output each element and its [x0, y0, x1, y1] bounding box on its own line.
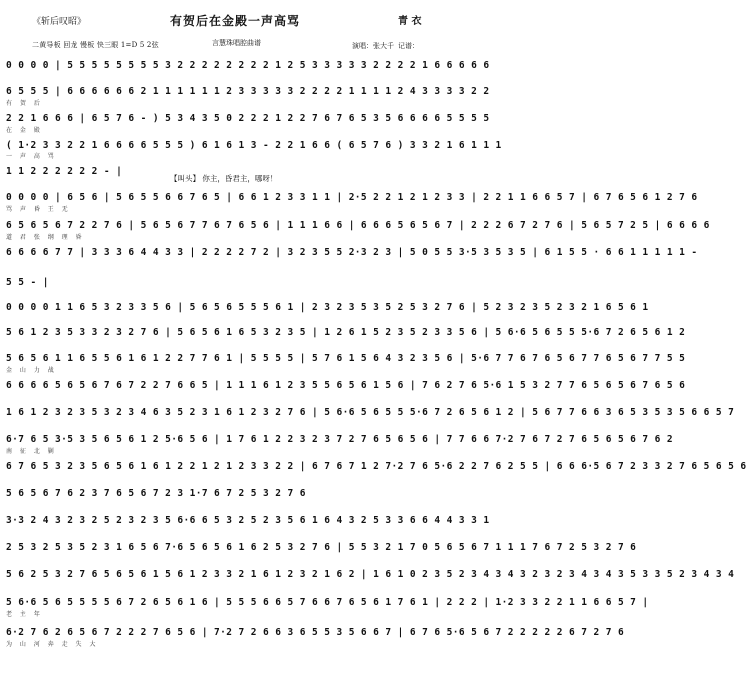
score-line: 6·7 6 5 3·5 3 5 6 5 6 1 2 5·6 5 6 | 1 7 6 1 2 2 3 2 3 7 2 7 6 5 6 5 6 | 7 7 6 6 7·2 7 6 7 2 7 6 5 6 5 6 7 6 2 [6, 434, 674, 445]
score-line: 6 6 6 6 7 7 | 3 3 3 6 4 4 3 3 | 2 2 2 2 7 2 | 3 2 3 5 5 2·3 2 3 | 5 0 5 5 3·5 3 5 3 5 | 6 1 5 5 · 6 6 1 1 1 1 1 - [6, 247, 698, 258]
spoken-text: 你主，昏君主，哪呀！ [202, 174, 278, 183]
score-line: 5 5 - | [6, 277, 49, 288]
score-line: 0 0 0 0 1 1 6 5 3 2 3 3 5 6 | 5 6 5 6 5 5 5 6 1 | 2 3 2 3 5 3 5 2 5 3 2 7 6 | 5 2 3 2 3 5 2 3 2 1 6 5 6 1 [6, 302, 649, 313]
score-line: 5 6 1 2 3 5 3 3 2 3 2 7 6 | 5 6 5 6 1 6 5 3 2 3 5 | 1 2 6 1 5 2 3 5 2 3 3 5 6 | 5 6·6 5 6 5 5 5·6 7 2 6 5 6 1 2 [6, 327, 686, 338]
key-signature-info: 二黄导板 回龙 慢板 快三眼 1=D 5 2弦 [32, 41, 159, 49]
score-line: 5 6 5 6 7 6 2 3 7 6 5 6 7 2 3 1·7 6 7 2 5 3 2 7 6 [6, 488, 306, 499]
score-line: 6 5 6 5 6 7 2 2 7 6 | 5 6 5 6 7 7 6 7 6 5 6 | 1 1 1 6 6 | 6 6 6 5 6 5 6 7 | 2 2 2 6 7 2 7 6 | 5 6 5 7 2 5 | 6 6 6 6 [6, 220, 710, 231]
lyric-line: 一 声 高 骂 [6, 153, 57, 160]
score-line: 6 5 5 5 | 6 6 6 6 6 6 2 1 1 1 1 1 1 2 3 3 3 3 3 2 2 2 2 1 1 1 1 2 4 3 3 3 3 2 2 [6, 86, 490, 97]
score-line: 6 6 6 6 5 6 5 6 7 6 7 2 2 7 6 6 5 | 1 1 1 6 1 2 3 5 5 6 5 6 1 5 6 | 7 6 2 7 6 5·6 1 5 3 2 7 7 6 5 6 5 6 7 6 5 6 [6, 380, 686, 391]
lyric-line: 在 金 殿 [6, 127, 43, 134]
score-line: 5 6 5 6 1 1 6 5 5 6 1 6 1 2 2 7 7 6 1 | 5 5 5 5 | 5 7 6 1 5 6 4 3 2 3 5 6 | 5·6 7 7 6 7 6 5 6 7 7 6 5 6 7 7 5 5 [6, 353, 686, 364]
lyric-line: 骂 声 昏 王 无 [6, 206, 71, 213]
score-line: ( 1·2 3 3 2 2 1 6 6 6 6 5 5 5 ) 6 1 6 1 3 - 2 2 1 6 6 ( 6 5 7 6 ) 3 3 2 1 6 1 1 1 [6, 140, 502, 151]
score-line: 1 6 1 2 3 2 3 5 3 2 3 4 6 3 5 2 3 1 6 1 2 3 2 7 6 | 5 6·6 5 6 5 5 5·6 7 2 6 5 6 1 2 | 5 6 7 7 6 6 3 6 5 3 5 3 5 6 6 5 7 [6, 407, 735, 418]
score-line: 2 2 1 6 6 6 | 6 5 7 6 - ) 5 3 4 3 5 0 2 2 2 1 2 2 7 6 7 6 5 3 5 6 6 6 6 5 5 5 5 [6, 113, 490, 124]
lyric-line: 有 贺 后 [6, 100, 43, 107]
lyric-line: 为 山 河 奔 走 失 大 [6, 641, 99, 648]
score-line: 1 1 2 2 2 2 2 2 - | [6, 166, 123, 177]
lyric-line: 金 山 力 战 [6, 367, 57, 374]
score-line: 5 6·6 5 6 5 5 5 5 6 7 2 6 5 6 1 6 | 5 5 5 6 6 5 7 6 6 7 6 5 6 1 7 6 1 | 2 2 2 | 1·2 3 3 2 2 1 1 6 6 5 7 | [6, 597, 649, 608]
score-source: 言慧珠唱腔曲谱 [212, 39, 261, 47]
score-line: 6·2 7 6 2 6 5 6 7 2 2 2 7 6 5 6 | 7·2 7 2 6 6 3 6 5 5 3 5 6 6 7 | 6 7 6 5·6 5 6 7 2 2 2 2 2 6 7 2 7 6 [6, 627, 625, 638]
spoken-line [170, 173, 277, 184]
role-label: 青 衣 [398, 16, 422, 27]
singer-credit: 演唱：张大千 [352, 42, 394, 50]
recorder-credit: 记谱： [398, 42, 419, 50]
spoken-label: 【叫头】 [170, 174, 200, 183]
lyric-line: 老 主 年 [6, 611, 43, 618]
score-line: 6 7 6 5 3 2 3 5 6 5 6 1 6 1 2 2 1 2 1 2 3 3 2 2 | 6 7 6 7 1 2 7·2 7 6 5·6 2 2 7 6 2 5 5 | 6 6 6·5 6 7 2 3 3 2 7 6 5 6 5 6 [6, 461, 746, 472]
lyric-line: 南 征 北 剿 [6, 448, 57, 455]
score-line: 0 0 0 0 | 6 5 6 | 5 6 5 5 6 6 7 6 5 | 6 6 1 2 3 3 1 1 | 2·5 2 2 1 2 1 2 3 3 | 2 2 1 1 6 6 5 7 | 6 7 6 5 6 1 2 7 6 [6, 192, 698, 203]
lyric-line: 道 君 张 纲 理 昏 [6, 234, 85, 241]
score-line: 3·3 2 4 3 2 3 2 5 2 3 2 3 5 6·6 6 5 3 2 5 2 3 5 6 1 6 4 3 2 5 3 3 6 6 4 4 3 3 1 [6, 515, 490, 526]
score-line: 2 5 3 2 5 3 5 2 3 1 6 5 6 7·6 5 6 5 6 1 6 2 5 3 2 7 6 | 5 5 3 2 1 7 0 5 6 5 6 7 1 1 1 7 6 7 2 5 3 2 7 6 [6, 542, 637, 553]
score-line: 0 0 0 0 | 5 5 5 5 5 5 5 5 3 2 2 2 2 2 2 2 2 1 2 5 3 3 3 3 3 2 2 2 2 1 6 6 6 6 6 [6, 60, 490, 71]
score-line: 5 6 2 5 3 2 7 6 5 6 5 6 1 5 6 1 2 3 3 2 1 6 1 2 3 2 1 6 2 | 1 6 1 0 2 3 5 2 3 4 3 4 3 2 3 2 3 4 3 4 3 5 3 3 5 2 3 4 3 4 [6, 569, 735, 580]
page-title: 有贺后在金殿一声高骂 [170, 14, 301, 28]
play-title: 《斩后叹昭》 [32, 17, 87, 27]
